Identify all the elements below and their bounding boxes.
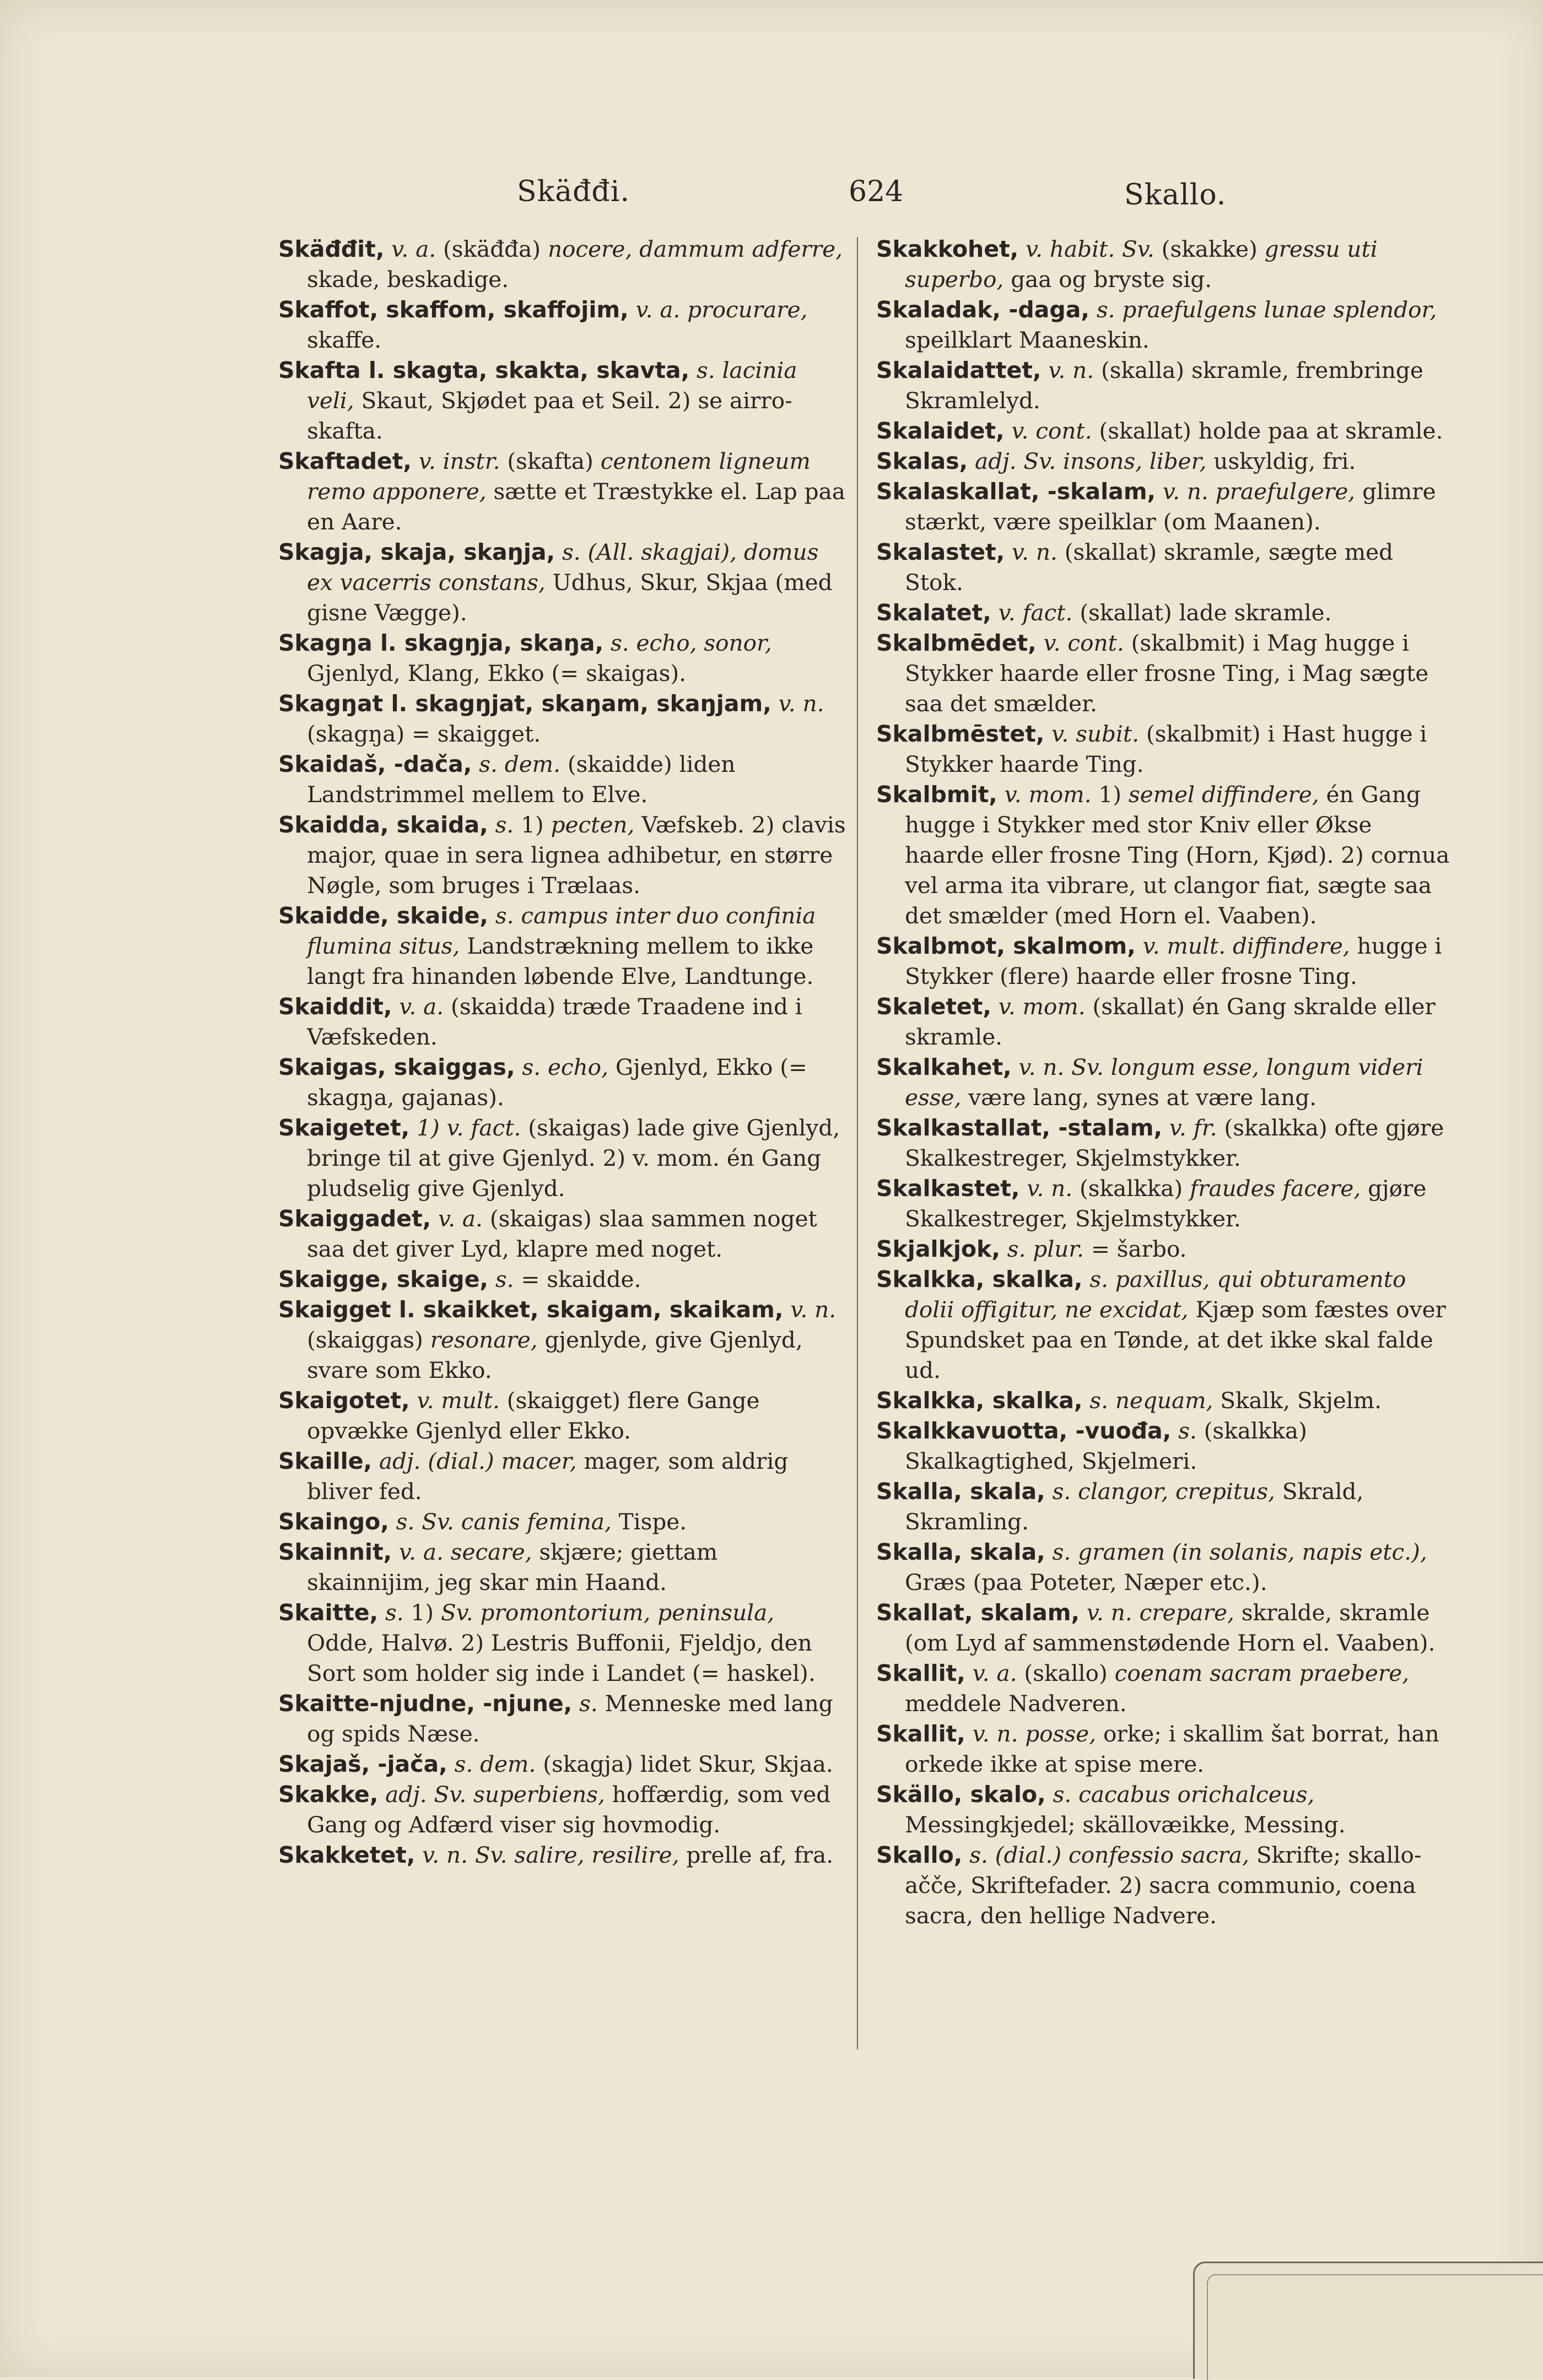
latin-gloss: resonare,: [430, 1327, 538, 1353]
grammar-label: v. cont.: [1011, 418, 1092, 444]
headword: Skakketet,: [278, 1842, 416, 1868]
grammar-label: v. n.: [1027, 1175, 1073, 1202]
grammar-label: s.: [697, 357, 715, 383]
headword: Skalaidattet,: [876, 357, 1042, 383]
translation: træde Traadene ind i Væfskeden.: [307, 993, 802, 1050]
grammar-label: s.: [1096, 296, 1115, 323]
headword: Skaingo,: [278, 1508, 389, 1535]
dictionary-entry: [278, 295, 846, 355]
etymology-note: (skalla): [1100, 357, 1185, 383]
headword: Skalastet,: [876, 539, 1005, 565]
translation: Skrald, Skramling.: [905, 1478, 1364, 1535]
translation: (skagŋa) = skaigget.: [307, 721, 541, 747]
translation: (skaidde) liden Landstrimmel mellem to Elve.: [307, 751, 736, 808]
grammar-label: s.: [495, 902, 514, 929]
headword: Skallat, skalam,: [876, 1599, 1080, 1626]
headword: Skalkkavuotta, -vuođa,: [876, 1418, 1172, 1444]
dictionary-entry: [278, 446, 846, 537]
grammar-label: v. n. Sv.: [422, 1842, 508, 1868]
grammar-label: v. habit. Sv.: [1026, 236, 1154, 262]
headword: Skagŋa l. skagŋja, skaŋa,: [278, 630, 604, 656]
headword: Skaffot, skaffom, skaffojim,: [278, 296, 629, 323]
translation: hugge i Stykker (flere) haarde eller frosne Ting.: [905, 933, 1442, 989]
latin-gloss: pecten,: [551, 812, 635, 838]
translation: være lang, synes at være lang.: [968, 1084, 1317, 1111]
latin-gloss: fraudes facere,: [1190, 1175, 1361, 1202]
translation: glimre stærkt, være speilklar (om Maanen).: [905, 478, 1436, 535]
grammar-label: v. mult.: [417, 1387, 500, 1414]
headword: Skaigge, skaige,: [278, 1266, 488, 1292]
latin-gloss: posse,: [1025, 1721, 1097, 1747]
translation: Græs (paa Poteter, Næper etc.).: [905, 1569, 1267, 1595]
dictionary-entry: [278, 537, 846, 628]
translation: slaa sammen noget saa det giver Lyd, klapre med noget.: [307, 1205, 817, 1262]
translation: holde paa at skramle.: [1198, 418, 1443, 444]
dictionary-entry: [876, 628, 1452, 719]
dictionary-entry: [876, 992, 1452, 1052]
etymology-note: (skalkka): [1204, 1418, 1307, 1444]
latin-gloss: canis femina,: [461, 1508, 612, 1535]
translation: Skaut, Skjødet paa et Seil. 2) se airro-skafta.: [307, 387, 792, 444]
latin-gloss: campus inter duo confinia flumina situs,: [307, 902, 816, 959]
translation: skramle, sægte med Stok.: [905, 539, 1394, 596]
headword: Skalbmit,: [876, 781, 997, 808]
headword: Skalla, skala,: [876, 1478, 1045, 1505]
grammar-label: s. (dial.): [969, 1842, 1062, 1868]
headword: Skalbmēstet,: [876, 721, 1045, 747]
grammar-label: s.: [1089, 1266, 1109, 1292]
headword: Skaigotet,: [278, 1387, 410, 1414]
headword: Skaigetet,: [278, 1115, 410, 1141]
headword: Skallit,: [876, 1660, 965, 1686]
headword: Skajaš, -jača,: [278, 1751, 447, 1777]
etymology-note: (skalkka): [1224, 1115, 1328, 1141]
headword: Skainnit,: [278, 1539, 392, 1565]
translation: hoffærdig, som ved Gang og Adfærd viser sig hovmodig.: [307, 1781, 831, 1838]
translation: lade give Gjenlyd, bringe til at give Gjenlyd. 2) v. mom. én Gang pludselig give Gjenlyd.: [307, 1115, 840, 1202]
etymology-note: (skaigget): [506, 1387, 621, 1414]
latin-gloss: procurare,: [687, 296, 808, 323]
latin-gloss: nequam,: [1115, 1387, 1213, 1414]
dictionary-entry: [278, 810, 846, 901]
dictionary-entry: [278, 1386, 846, 1446]
translation: skjære; giettam skainnijim, jeg skar min Haand.: [307, 1539, 718, 1595]
dictionary-entry: [278, 1749, 846, 1779]
translation: orke; i skallim šat borrat, han orkede ikke at spise mere.: [905, 1721, 1439, 1777]
latin-gloss: centonem ligneum remo apponere,: [307, 448, 811, 505]
headword: Skaftadet,: [278, 448, 412, 474]
grammar-label: v. n.: [778, 690, 824, 717]
etymology-note: (skalbmit): [1146, 721, 1261, 747]
grammar-label: v. n.: [790, 1296, 837, 1323]
grammar-label: adj. Sv.: [975, 448, 1056, 474]
headword: Skällo, skalo,: [876, 1781, 1046, 1808]
translation: gjenlyde, give Gjenlyd, svare som Ekko.: [307, 1327, 803, 1383]
translation: prelle af, fra.: [686, 1842, 834, 1868]
etymology-note: (skaidda): [451, 993, 556, 1020]
dictionary-entry: [278, 1446, 846, 1507]
headword: Skalaskallat, -skalam,: [876, 478, 1156, 505]
etymology-note: (skagja): [543, 1751, 633, 1777]
grammar-label: v. instr.: [418, 448, 500, 474]
translation: Væfskeb. 2) clavis major, quae in sera lignea adhibetur, en større Nøgle, som bruges i Trælaas.: [307, 812, 846, 899]
header-left-word: Skäđđi.: [517, 175, 630, 208]
dictionary-entry: [278, 234, 846, 295]
etymology-note: 1): [1098, 781, 1122, 808]
dictionary-entry: [876, 719, 1452, 780]
translation: meddele Nadveren.: [905, 1690, 1127, 1717]
dictionary-entry: [876, 1840, 1452, 1931]
translation: Skalk, Skjelm.: [1220, 1387, 1382, 1414]
dictionary-entry: [278, 901, 846, 992]
translation: ofte gjøre Skalkestreger, Skjelmstykker.: [905, 1115, 1444, 1171]
headword: Skalaidet,: [876, 418, 1005, 444]
grammar-label: s. plur.: [1007, 1236, 1085, 1262]
column-divider: [857, 237, 858, 2049]
translation: Landstrækning mellem to ikke langt fra hinanden løbende Elve, Landtunge.: [307, 933, 814, 989]
dictionary-entry: [278, 628, 846, 689]
latin-gloss: longum esse, longum videri esse,: [905, 1054, 1423, 1111]
dictionary-entry: [876, 477, 1452, 537]
headword: Skagja, skaja, skaŋja,: [278, 539, 555, 565]
grammar-label: s.: [1052, 1539, 1071, 1565]
dictionary-entry: [876, 1719, 1452, 1779]
headword: Skäđđit,: [278, 236, 385, 262]
dictionary-entry: [278, 1537, 846, 1598]
latin-gloss: semel diffindere,: [1128, 781, 1319, 808]
translation: = skaidde.: [521, 1266, 641, 1292]
grammar-label: v. a.: [391, 236, 436, 262]
grammar-label: s.: [1053, 1781, 1072, 1808]
grammar-label: v. n. Sv.: [1018, 1054, 1104, 1080]
headword: Skaidde, skaide,: [278, 902, 488, 929]
dictionary-entry: [876, 931, 1452, 992]
etymology-note: (skäđđa): [443, 236, 541, 262]
latin-gloss: Sv. promontorium, peninsula,: [440, 1599, 775, 1626]
translation: Menneske med lang og spids Næse.: [307, 1690, 833, 1747]
grammar-label: v. subit.: [1051, 721, 1139, 747]
headword: Skagŋat l. skagŋjat, skaŋam, skaŋjam,: [278, 690, 772, 717]
translation: uskyldig, fri.: [1213, 448, 1356, 474]
left-column: [278, 234, 846, 1870]
dictionary-entry: [876, 416, 1452, 446]
dictionary-entry: [876, 780, 1452, 931]
dictionary-entry: [876, 1113, 1452, 1173]
headword: Skafta l. skagta, skakta, skavta,: [278, 357, 690, 383]
translation: Odde, Halvø. 2) Lestris Buffonii, Fjeldjo, den Sort som holder sig inde i Landet (= haskel).: [307, 1630, 816, 1686]
headword: Skalkahet,: [876, 1054, 1012, 1080]
headword: Skalbmēdet,: [876, 630, 1037, 656]
dictionary-entry: [876, 1476, 1452, 1537]
latin-gloss: praefulgere,: [1215, 478, 1356, 505]
dictionary-entry: [876, 537, 1452, 598]
grammar-label: v. fr.: [1169, 1115, 1217, 1141]
dictionary-entry: [278, 1204, 846, 1264]
latin-gloss: superbiens,: [473, 1781, 605, 1808]
dictionary-entry: [876, 1386, 1452, 1416]
grammar-label: s.: [579, 1690, 598, 1717]
etymology-note: (skallat): [1064, 539, 1157, 565]
etymology-note: (skallat): [1099, 418, 1191, 444]
headword: Skallo,: [876, 1842, 963, 1868]
latin-gloss: diffindere,: [1232, 933, 1350, 959]
dictionary-entry: [278, 749, 846, 810]
latin-gloss: confessio sacra,: [1069, 1842, 1249, 1868]
etymology-note: (skallat): [1092, 993, 1185, 1020]
latin-gloss: lacinia veli,: [307, 357, 797, 414]
page-number: 624: [849, 175, 904, 208]
dictionary-entry: [876, 355, 1452, 416]
running-header: [0, 175, 1543, 214]
dictionary-entry: [278, 1689, 846, 1749]
headword: Skakke,: [278, 1781, 379, 1808]
dictionary-entry: [876, 446, 1452, 477]
grammar-label: v. n.: [1012, 539, 1058, 565]
headword: Skalkastet,: [876, 1175, 1020, 1202]
translation: sætte et Træstykke el. Lap paa en Aare.: [307, 478, 845, 535]
grammar-label: v. n.: [1048, 357, 1094, 383]
dictionary-entry: [278, 1840, 846, 1870]
etymology-note: (skakke): [1161, 236, 1258, 262]
translation: skade, beskadige.: [307, 266, 509, 293]
translation: Udhus, Skur, Skjaa (med gisne Vægge).: [307, 569, 833, 626]
dictionary-entry: [876, 1264, 1452, 1386]
etymology-note: (skallat): [1080, 599, 1172, 626]
etymology-note: (skafta): [507, 448, 594, 474]
etymology-note: (skalkka): [1079, 1175, 1183, 1202]
grammar-label: s.: [610, 630, 629, 656]
headword: Skalbmot, skalmom,: [876, 933, 1136, 959]
dictionary-entry: [876, 1779, 1452, 1840]
latin-gloss: crepare,: [1139, 1599, 1234, 1626]
dictionary-entry: [876, 1658, 1452, 1719]
headword: Skaitte-njudne, -njune,: [278, 1690, 573, 1717]
dictionary-entry: [278, 992, 846, 1052]
translation: Kjæp som fæstes over Spundsket paa en Tønde, at det ikke skal falde ud.: [905, 1296, 1446, 1383]
etymology-note: (skallo): [1024, 1660, 1108, 1686]
headword: Skaigas, skaiggas,: [278, 1054, 515, 1080]
translation: flere Gange opvække Gjenlyd eller Ekko.: [307, 1387, 760, 1444]
grammar-label: v. fact.: [998, 599, 1073, 626]
grammar-label: s.: [1052, 1478, 1071, 1505]
latin-gloss: gramen (in solanis, napis etc.),: [1078, 1539, 1427, 1565]
latin-gloss: echo, sonor,: [636, 630, 772, 656]
headword: Skaitte,: [278, 1599, 379, 1626]
translation: i Mag hugge i Stykker haarde eller frosne Ting, i Mag sægte saa det smælder.: [905, 630, 1429, 717]
headword: Skaletet,: [876, 993, 991, 1020]
headword: Skalkastallat, -stalam,: [876, 1115, 1163, 1141]
grammar-label: v. mom.: [998, 993, 1086, 1020]
dictionary-entry: [876, 234, 1452, 295]
translation: = šarbo.: [1091, 1236, 1187, 1262]
dictionary-entry: [876, 295, 1452, 355]
headword: Skaidda, skaida,: [278, 812, 488, 838]
grammar-label: v. mom.: [1004, 781, 1092, 808]
grammar-label: s.: [385, 1599, 404, 1626]
grammar-label: v. a.: [399, 1539, 444, 1565]
etymology-note: (skalbmit): [1131, 630, 1246, 656]
translation: skaffe.: [307, 327, 382, 353]
translation: Gjenlyd, Ekko (= skagŋa, gajanas).: [307, 1054, 807, 1111]
grammar-label: v. n.: [1163, 478, 1208, 505]
translation: Gjenlyd, Klang, Ekko (= skaigas).: [307, 660, 687, 686]
grammar-label: v. a.: [438, 1205, 483, 1232]
grammar-label: v. a.: [635, 296, 681, 323]
dictionary-entry: [876, 1234, 1452, 1264]
grammar-label: s.: [495, 1266, 514, 1292]
latin-gloss: insons, liber,: [1063, 448, 1207, 474]
translation: lidet Skur, Skjaa.: [640, 1751, 833, 1777]
grammar-label: adj. Sv.: [385, 1781, 467, 1808]
dictionary-entry: [278, 1113, 846, 1204]
grammar-label: v. n.: [972, 1721, 1018, 1747]
translation: lade skramle.: [1179, 599, 1332, 626]
translation: Tispe.: [618, 1508, 687, 1535]
dictionary-entry: [876, 1598, 1452, 1658]
grammar-label: v. a.: [972, 1660, 1017, 1686]
latin-gloss: echo,: [547, 1054, 608, 1080]
latin-gloss: secare,: [450, 1539, 532, 1565]
latin-gloss: salire, resilire,: [514, 1842, 679, 1868]
dictionary-entry: [876, 1173, 1452, 1234]
etymology-note: (skaigas): [489, 1205, 592, 1232]
latin-gloss: macer,: [501, 1448, 577, 1474]
headword: Skalatet,: [876, 599, 991, 626]
grammar-label: v. mult.: [1142, 933, 1226, 959]
latin-gloss: paxillus, qui obturamento dolii offigitur, ne excidat,: [905, 1266, 1406, 1323]
translation: i Hast hugge i Stykker haarde Ting.: [905, 721, 1427, 777]
translation: gaa og bryste sig.: [1011, 266, 1212, 293]
headword: Skallit,: [876, 1721, 965, 1747]
etymology-note: 1): [521, 812, 544, 838]
grammar-label: s.: [1178, 1418, 1197, 1444]
corner-tab-inner-frame: [1207, 2274, 1543, 2380]
dictionary-entry: [876, 1416, 1452, 1476]
headword: Skaiddit,: [278, 993, 392, 1020]
headword: Skaiggadet,: [278, 1205, 431, 1232]
dictionary-entry: [876, 598, 1452, 628]
grammar-label: adj. (dial.): [379, 1448, 494, 1474]
etymology-note: (skaigas): [528, 1115, 630, 1141]
latin-gloss: gressu uti superbo,: [905, 236, 1378, 293]
dictionary-entry: [278, 1264, 846, 1295]
latin-gloss: nocere, dammum adferre,: [547, 236, 843, 262]
translation: én Gang hugge i Stykker med stor Kniv eller Økse haarde eller frosne Ting (Horn, Kjød). 2) cornua vel arma ita vibrare, ut clangor fiat, sægte saa det smælder (med Horn el. Vaaben).: [905, 781, 1450, 929]
dictionary-entry: [278, 1295, 846, 1386]
grammar-label: s.: [1089, 1387, 1109, 1414]
dictionary-entry: [278, 355, 846, 446]
grammar-label: s.: [522, 1054, 541, 1080]
dictionary-entry: [278, 1507, 846, 1537]
translation: Skrifte; skallo-ačče, Skriftefader. 2) sacra communio, coena sacra, den hellige Nadvere.: [905, 1842, 1422, 1929]
translation: gjøre Skalkestreger, Skjelmstykker.: [905, 1175, 1427, 1232]
grammar-label: s. Sv.: [396, 1508, 454, 1535]
grammar-label: 1) v. fact.: [417, 1115, 521, 1141]
latin-gloss: (All. skagjai), domus ex vacerris constans,: [307, 539, 819, 596]
translation: Skalkagtighed, Skjelmeri.: [905, 1448, 1197, 1474]
translation: skralde, skramle (om Lyd af sammenstødende Horn el. Vaaben).: [905, 1599, 1436, 1656]
grammar-label: s.: [562, 539, 581, 565]
dictionary-entry: [278, 1052, 846, 1113]
grammar-label: s. dem.: [454, 1751, 536, 1777]
headword: Skaladak, -daga,: [876, 296, 1089, 323]
latin-gloss: praefulgens lunae splendor,: [1122, 296, 1437, 323]
grammar-label: v. a.: [399, 993, 444, 1020]
headword: Skalla, skala,: [876, 1539, 1045, 1565]
dictionary-entry: [876, 1052, 1452, 1113]
translation: Messingkjedel; skällovæikke, Messing.: [905, 1811, 1346, 1838]
right-column: [876, 234, 1452, 1931]
dictionary-entry: [876, 1537, 1452, 1598]
headword: Skaigget l. skaikket, skaigam, skaikam,: [278, 1296, 784, 1323]
latin-gloss: coenam sacram praebere,: [1114, 1660, 1410, 1686]
grammar-label: s.: [495, 812, 514, 838]
translation: speilklart Maaneskin.: [905, 327, 1150, 353]
latin-gloss: clangor, crepitus,: [1078, 1478, 1275, 1505]
grammar-label: s. dem.: [479, 751, 560, 777]
dictionary-entry: [278, 1598, 846, 1689]
headword: Skakkohet,: [876, 236, 1019, 262]
headword: Skjalkjok,: [876, 1236, 1000, 1262]
dictionary-entry: [278, 1779, 846, 1840]
headword: Skaille,: [278, 1448, 373, 1474]
headword: Skalkka, skalka,: [876, 1387, 1083, 1414]
grammar-label: v. n.: [1086, 1599, 1132, 1626]
header-right-word: Skallo.: [1124, 178, 1227, 212]
dictionary-entry: [278, 689, 846, 749]
grammar-label: v. cont.: [1043, 630, 1124, 656]
etymology-note: (skaiggas): [307, 1327, 423, 1353]
translation: mager, som aldrig bliver fed.: [307, 1448, 789, 1505]
translation: én Gang skralde eller skramle.: [905, 993, 1436, 1050]
headword: Skaidaš, -dača,: [278, 751, 472, 777]
etymology-note: 1): [411, 1599, 434, 1626]
latin-gloss: cacabus orichalceus,: [1078, 1781, 1315, 1808]
headword: Skalas,: [876, 448, 968, 474]
headword: Skalkka, skalka,: [876, 1266, 1083, 1292]
translation: skramle, frembringe Skramlelyd.: [905, 357, 1423, 414]
